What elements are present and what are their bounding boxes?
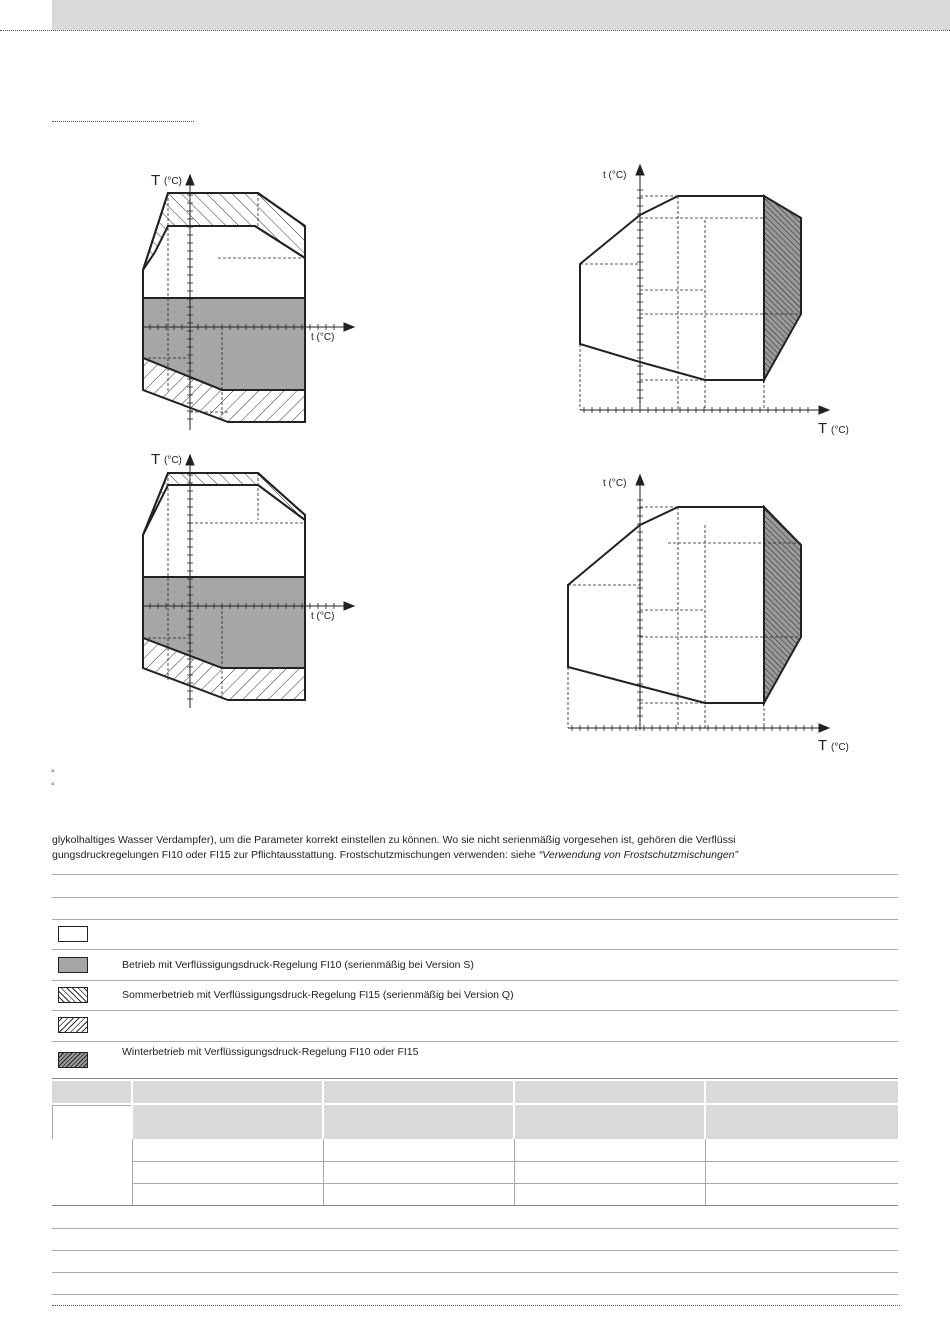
- table-row-rule-1: [133, 1161, 898, 1162]
- table-col-rule-1: [323, 1139, 324, 1205]
- d4-axis-T: T: [818, 737, 828, 754]
- table-header-cell-4: [706, 1081, 898, 1103]
- legend-rule-3: [52, 1010, 898, 1011]
- diagram-2: [143, 455, 354, 708]
- table-subheader-cell-3: [515, 1105, 704, 1139]
- d1-axis-T-unit: (°C): [164, 176, 182, 187]
- legend-label-summer: Sommerbetrieb mit Verflüssigungsdruck-Regelung FI15 (serienmäßig bei Version Q): [122, 989, 514, 1001]
- footer-rule-4: [52, 1294, 898, 1295]
- table-header-cell-2: [324, 1081, 513, 1103]
- legend-label-winter: Winterbetrieb mit Verflüssigungsdruck-Regelung FI10 oder FI15: [122, 1046, 419, 1058]
- legend-label-gray: Betrieb mit Verflüssigungsdruck-Regelung FI10 (serienmäßig bei Version S): [122, 959, 474, 971]
- footer-dotted-rule: [52, 1305, 900, 1306]
- d1-axis-T: T: [151, 172, 161, 189]
- info-paragraph: [52, 833, 898, 863]
- legend-swatch-gray: [58, 957, 88, 973]
- legend-swatch-hatch-dark: [58, 1052, 88, 1068]
- legend-swatch-hatch-sparse: [58, 987, 88, 1003]
- table-col-rule-3: [705, 1139, 706, 1205]
- table-header-cell-0: [52, 1081, 131, 1103]
- d2-axis-T-unit: (°C): [164, 455, 182, 466]
- footer-rule-3: [52, 1272, 898, 1273]
- info-paragraph-line2-text: gungsdruckregelungen FI10 oder FI15 zur Pflichtausstattung. Frostschutzmischungen verwenden: siehe: [52, 849, 539, 861]
- footer-rule-2: [52, 1250, 898, 1251]
- note-degree-2: °: [51, 781, 55, 791]
- table-rule-2: [52, 897, 898, 898]
- table-left-edge: [52, 1105, 53, 1139]
- table-row-rule-2: [133, 1183, 898, 1184]
- table-col-rule-0: [132, 1139, 133, 1205]
- legend-swatch-white: [58, 926, 88, 942]
- d3-axis-T-unit: (°C): [831, 425, 849, 436]
- table-row-head-rule: [52, 1105, 131, 1106]
- legend-swatch-hatch-dense: [58, 1017, 88, 1033]
- d3-axis-t: t (°C): [603, 170, 627, 181]
- legend-rule-1: [52, 949, 898, 950]
- diagram-3: [580, 165, 829, 414]
- info-paragraph-line2: [52, 848, 898, 863]
- antifreeze-reference: “Verwendung von Frostschutzmischungen”: [538, 849, 738, 861]
- table-subheader-cell-1: [133, 1105, 322, 1139]
- table-header-cell-3: [515, 1081, 704, 1103]
- info-paragraph-line1: glykolhaltiges Wasser Verdampfer), um die Parameter korrekt einstellen zu können. Wo sie nicht serienmäßig vorgesehen ist, gehören die Verflüssi: [52, 834, 736, 846]
- legend-rule-4: [52, 1041, 898, 1042]
- diagram-1: [143, 175, 354, 430]
- d3-axis-T: T: [818, 420, 828, 437]
- d1-axis-t: t (°C): [311, 332, 335, 343]
- footer-rule-1: [52, 1228, 898, 1229]
- table-rule-3: [52, 919, 898, 920]
- table-subheader-cell-4: [706, 1105, 898, 1139]
- table-col-rule-2: [514, 1139, 515, 1205]
- d2-axis-t: t (°C): [311, 611, 335, 622]
- d4-axis-T-unit: (°C): [831, 742, 849, 753]
- d2-axis-T: T: [151, 451, 161, 468]
- d4-axis-t: t (°C): [603, 478, 627, 489]
- legend-rule-5: [52, 1078, 898, 1079]
- table-bottom-rule: [52, 1205, 898, 1206]
- table-header-cell-1: [133, 1081, 322, 1103]
- table-rule-1: [52, 874, 898, 875]
- table-subheader-cell-2: [324, 1105, 513, 1139]
- legend-rule-2: [52, 980, 898, 981]
- note-degree-1: °: [51, 768, 55, 778]
- diagram-4: [568, 475, 829, 732]
